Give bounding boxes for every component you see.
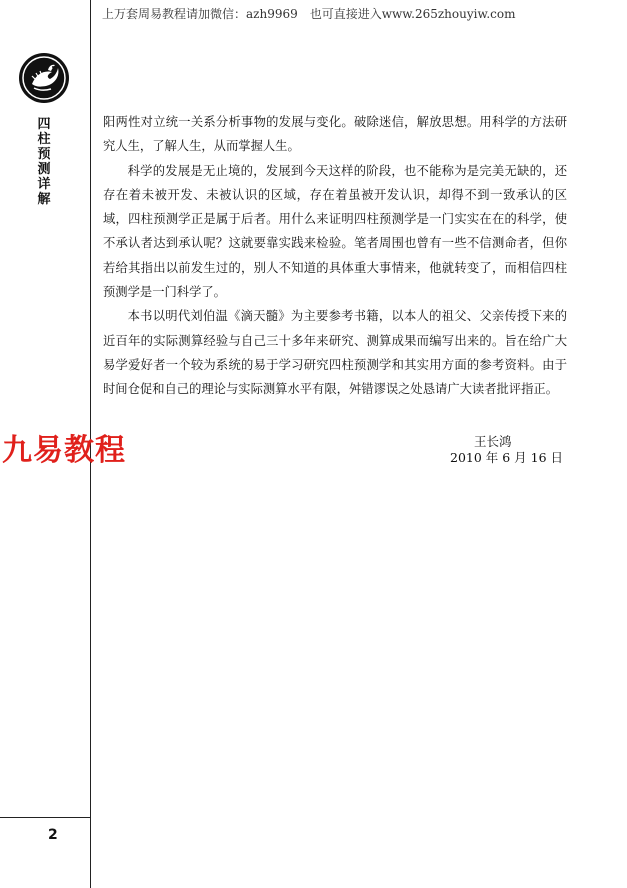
side-title-char: 四 <box>37 117 51 132</box>
side-title-char: 解 <box>37 192 51 207</box>
footer-rule <box>0 817 90 818</box>
author-signature: 王长鸿 <box>474 434 512 449</box>
paragraph-science: 科学的发展是无止境的，发展到今天这样的阶段，也不能称为是完美无缺的，还存在着未被开发、未被认识的区域，存在着虽被开发认识，却得不到一致承认的区域，四柱预测学正是属于后者。用什么来证明四柱预测学是一门实实在在的科学，使不承认者达到承认呢？这就要靠实践来检验。笔者周围也曾有一些不信测命者，但你若给其指出以前发生过的，别人不知道的具体重大事情来，他就转变了，而相信四柱预测学是一门科学了。 <box>103 163 567 300</box>
paragraph-book-origin: 本书以明代刘伯温《滴天髓》为主要参考书籍，以本人的祖父、父亲传授下来的近百年的实际测算经验与自己三十多年来研究、测算成果而编写出来的。旨在给广大易学爱好者一个较为系统的易于学习研究四柱预测学和其实用方面的参考资料。由于时间仓促和自己的理论与实际测算水平有限，舛错谬误之处恳请广大读者批评指正。 <box>103 309 567 397</box>
header-note: 上万套周易教程请加微信：azh9969 也可直接进入www.265zhouyiw.com <box>102 7 516 21</box>
side-title-char: 柱 <box>37 132 51 147</box>
side-book-title <box>36 117 52 207</box>
side-title-char: 测 <box>37 162 51 177</box>
phoenix-seal-icon <box>18 52 70 104</box>
side-title-char: 详 <box>37 177 51 192</box>
page-number: 2 <box>48 827 58 843</box>
preface-body <box>103 110 567 402</box>
watermark-label: 九易教程 <box>2 433 126 468</box>
signature-date: 2010 年 6 月 16 日 <box>450 450 564 465</box>
paragraph-continued: 阳两性对立统一关系分析事物的发展与变化。破除迷信，解放思想。用科学的方法研究人生，了解人生，从而掌握人生。 <box>103 115 567 154</box>
side-title-char: 预 <box>37 147 51 162</box>
